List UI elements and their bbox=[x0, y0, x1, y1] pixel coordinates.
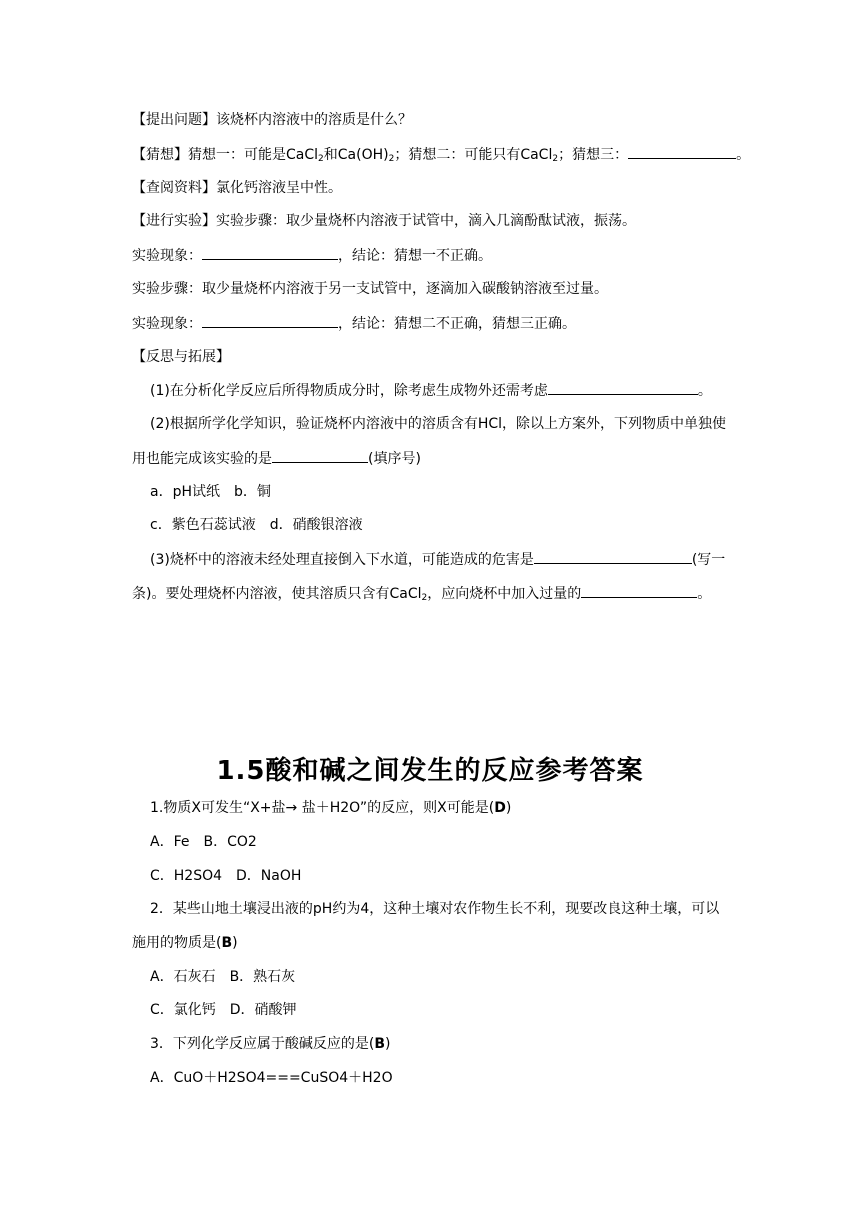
caixiang-text-d: ；猜想三： bbox=[558, 147, 629, 163]
answer-blank[interactable] bbox=[202, 313, 338, 328]
answer-blank[interactable] bbox=[581, 583, 697, 598]
question-buzhou-2: 实验步骤：取少量烧杯内溶液于另一支试管中，逐滴加入碳酸钠溶液至过量。 bbox=[132, 281, 608, 297]
answer-2-text: 施用的物质是( bbox=[132, 935, 222, 951]
question-ziliao: 【查阅资料】氯化钙溶液呈中性。 bbox=[132, 180, 342, 196]
answer-3: 3．下列化学反应属于酸碱反应的是(B) bbox=[150, 1036, 391, 1052]
section-fansi: 【反思与拓展】 bbox=[132, 349, 230, 365]
answer-2-line2: 施用的物质是(B) bbox=[132, 935, 238, 951]
caixiang-text-b: 和 bbox=[323, 147, 338, 163]
question-r3-line2 bbox=[132, 583, 711, 608]
r2-text: 用也能完成该实验的是 bbox=[132, 451, 272, 467]
formula-caoh2: $Ca(OH)_2$ bbox=[337, 147, 395, 164]
period: 。 bbox=[736, 147, 751, 163]
question-tiwen: 【提出问题】该烧杯内溶液中的溶质是什么？ bbox=[132, 112, 412, 128]
answer-1-choice: D bbox=[494, 800, 506, 816]
answer-blank[interactable] bbox=[628, 144, 736, 159]
formula-cacl2: CaCl$_2$ bbox=[286, 147, 324, 164]
answer-2-options-2: C．氯化钙 D．硝酸钾 bbox=[150, 1002, 297, 1018]
formula-text: CaCl bbox=[286, 147, 319, 163]
answer-1-options-1: A．Fe B．CO2 bbox=[150, 834, 257, 850]
xianxiang-label: 实验现象： bbox=[132, 248, 202, 264]
answer-2-line1: 2．某些山地土壤浸出液的pH约为4，这种土壤对农作物生长不利，现要改良这种土壤，可以 bbox=[150, 901, 720, 917]
answer-blank[interactable] bbox=[534, 549, 692, 564]
question-r2-line1: (2)根据所学化学知识，验证烧杯内溶液中的溶质含有HCl，除以上方案外，下列物质中单独使 bbox=[150, 416, 727, 432]
question-caixiang bbox=[132, 144, 750, 169]
r3-text: (3)烧杯中的溶液未经处理直接倒入下水道，可能造成的危害是 bbox=[150, 552, 534, 568]
question-shiyan: 【进行实验】实验步骤：取少量烧杯内溶液于试管中，滴入几滴酚酞试液，振荡。 bbox=[132, 213, 636, 229]
jielun-2: ，结论：猜想二不正确，猜想三正确。 bbox=[338, 316, 576, 332]
answer-1-options-2: C．H2SO4 D．NaOH bbox=[150, 868, 302, 884]
formula-text: Ca(OH) bbox=[337, 147, 389, 163]
r3-text-b: ，应向烧杯中加入过量的 bbox=[427, 586, 582, 602]
period: 。 bbox=[697, 383, 712, 399]
r3-text-a: 条)。要处理烧杯内溶液，使其溶质只含有 bbox=[132, 586, 390, 602]
caixiang-text-a: 【猜想】猜想一：可能是 bbox=[132, 147, 286, 163]
formula-text: CaCl bbox=[389, 586, 422, 602]
answer-2-choice: B bbox=[221, 935, 233, 951]
answer-3-choice: B bbox=[374, 1036, 386, 1052]
answer-blank[interactable] bbox=[548, 380, 698, 395]
period: 。 bbox=[697, 586, 712, 602]
formula-cacl2: CaCl$_2$ bbox=[389, 586, 428, 603]
formula-cacl2: CaCl$_2$ bbox=[520, 147, 559, 164]
answer-3-text: 3．下列化学反应属于酸碱反应的是( bbox=[150, 1036, 375, 1052]
option-ab: a．pH试纸 b．铜 bbox=[150, 484, 271, 500]
r2-tail: (填序号) bbox=[368, 451, 421, 467]
question-r1 bbox=[150, 380, 712, 401]
question-xianxiang-2 bbox=[132, 313, 576, 334]
r1-text: (1)在分析化学反应后所得物质成分时，除考虑生成物外还需考虑 bbox=[150, 383, 548, 399]
question-r3-line1 bbox=[150, 549, 725, 570]
jielun-1: ，结论：猜想一不正确。 bbox=[338, 248, 492, 264]
answer-1: 1.物质X可发生“X+盐→ 盐＋H2O”的反应，则X可能是(D) bbox=[150, 800, 512, 816]
xianxiang-label: 实验现象： bbox=[132, 316, 202, 332]
formula-text: CaCl bbox=[520, 147, 553, 163]
caixiang-text-c: ；猜想二：可能只有 bbox=[394, 147, 521, 163]
question-r2-line2 bbox=[132, 448, 421, 469]
option-cd: c．紫色石蕊试液 d．硝酸银溶液 bbox=[150, 517, 363, 533]
r3-tail: (写一 bbox=[691, 552, 726, 568]
answer-2-options-1: A．石灰石 B．熟石灰 bbox=[150, 969, 296, 985]
answers-title: 1.5酸和碱之间发生的反应参考答案 bbox=[216, 756, 644, 786]
answer-blank[interactable] bbox=[272, 448, 368, 463]
answer-1-text: 1.物质X可发生“X+盐→ 盐＋H2O”的反应，则X可能是( bbox=[150, 800, 495, 816]
answer-3-options-1: A．CuO＋H2SO4===CuSO4＋H2O bbox=[150, 1070, 393, 1086]
answer-blank[interactable] bbox=[202, 245, 338, 260]
question-xianxiang-1 bbox=[132, 245, 492, 266]
